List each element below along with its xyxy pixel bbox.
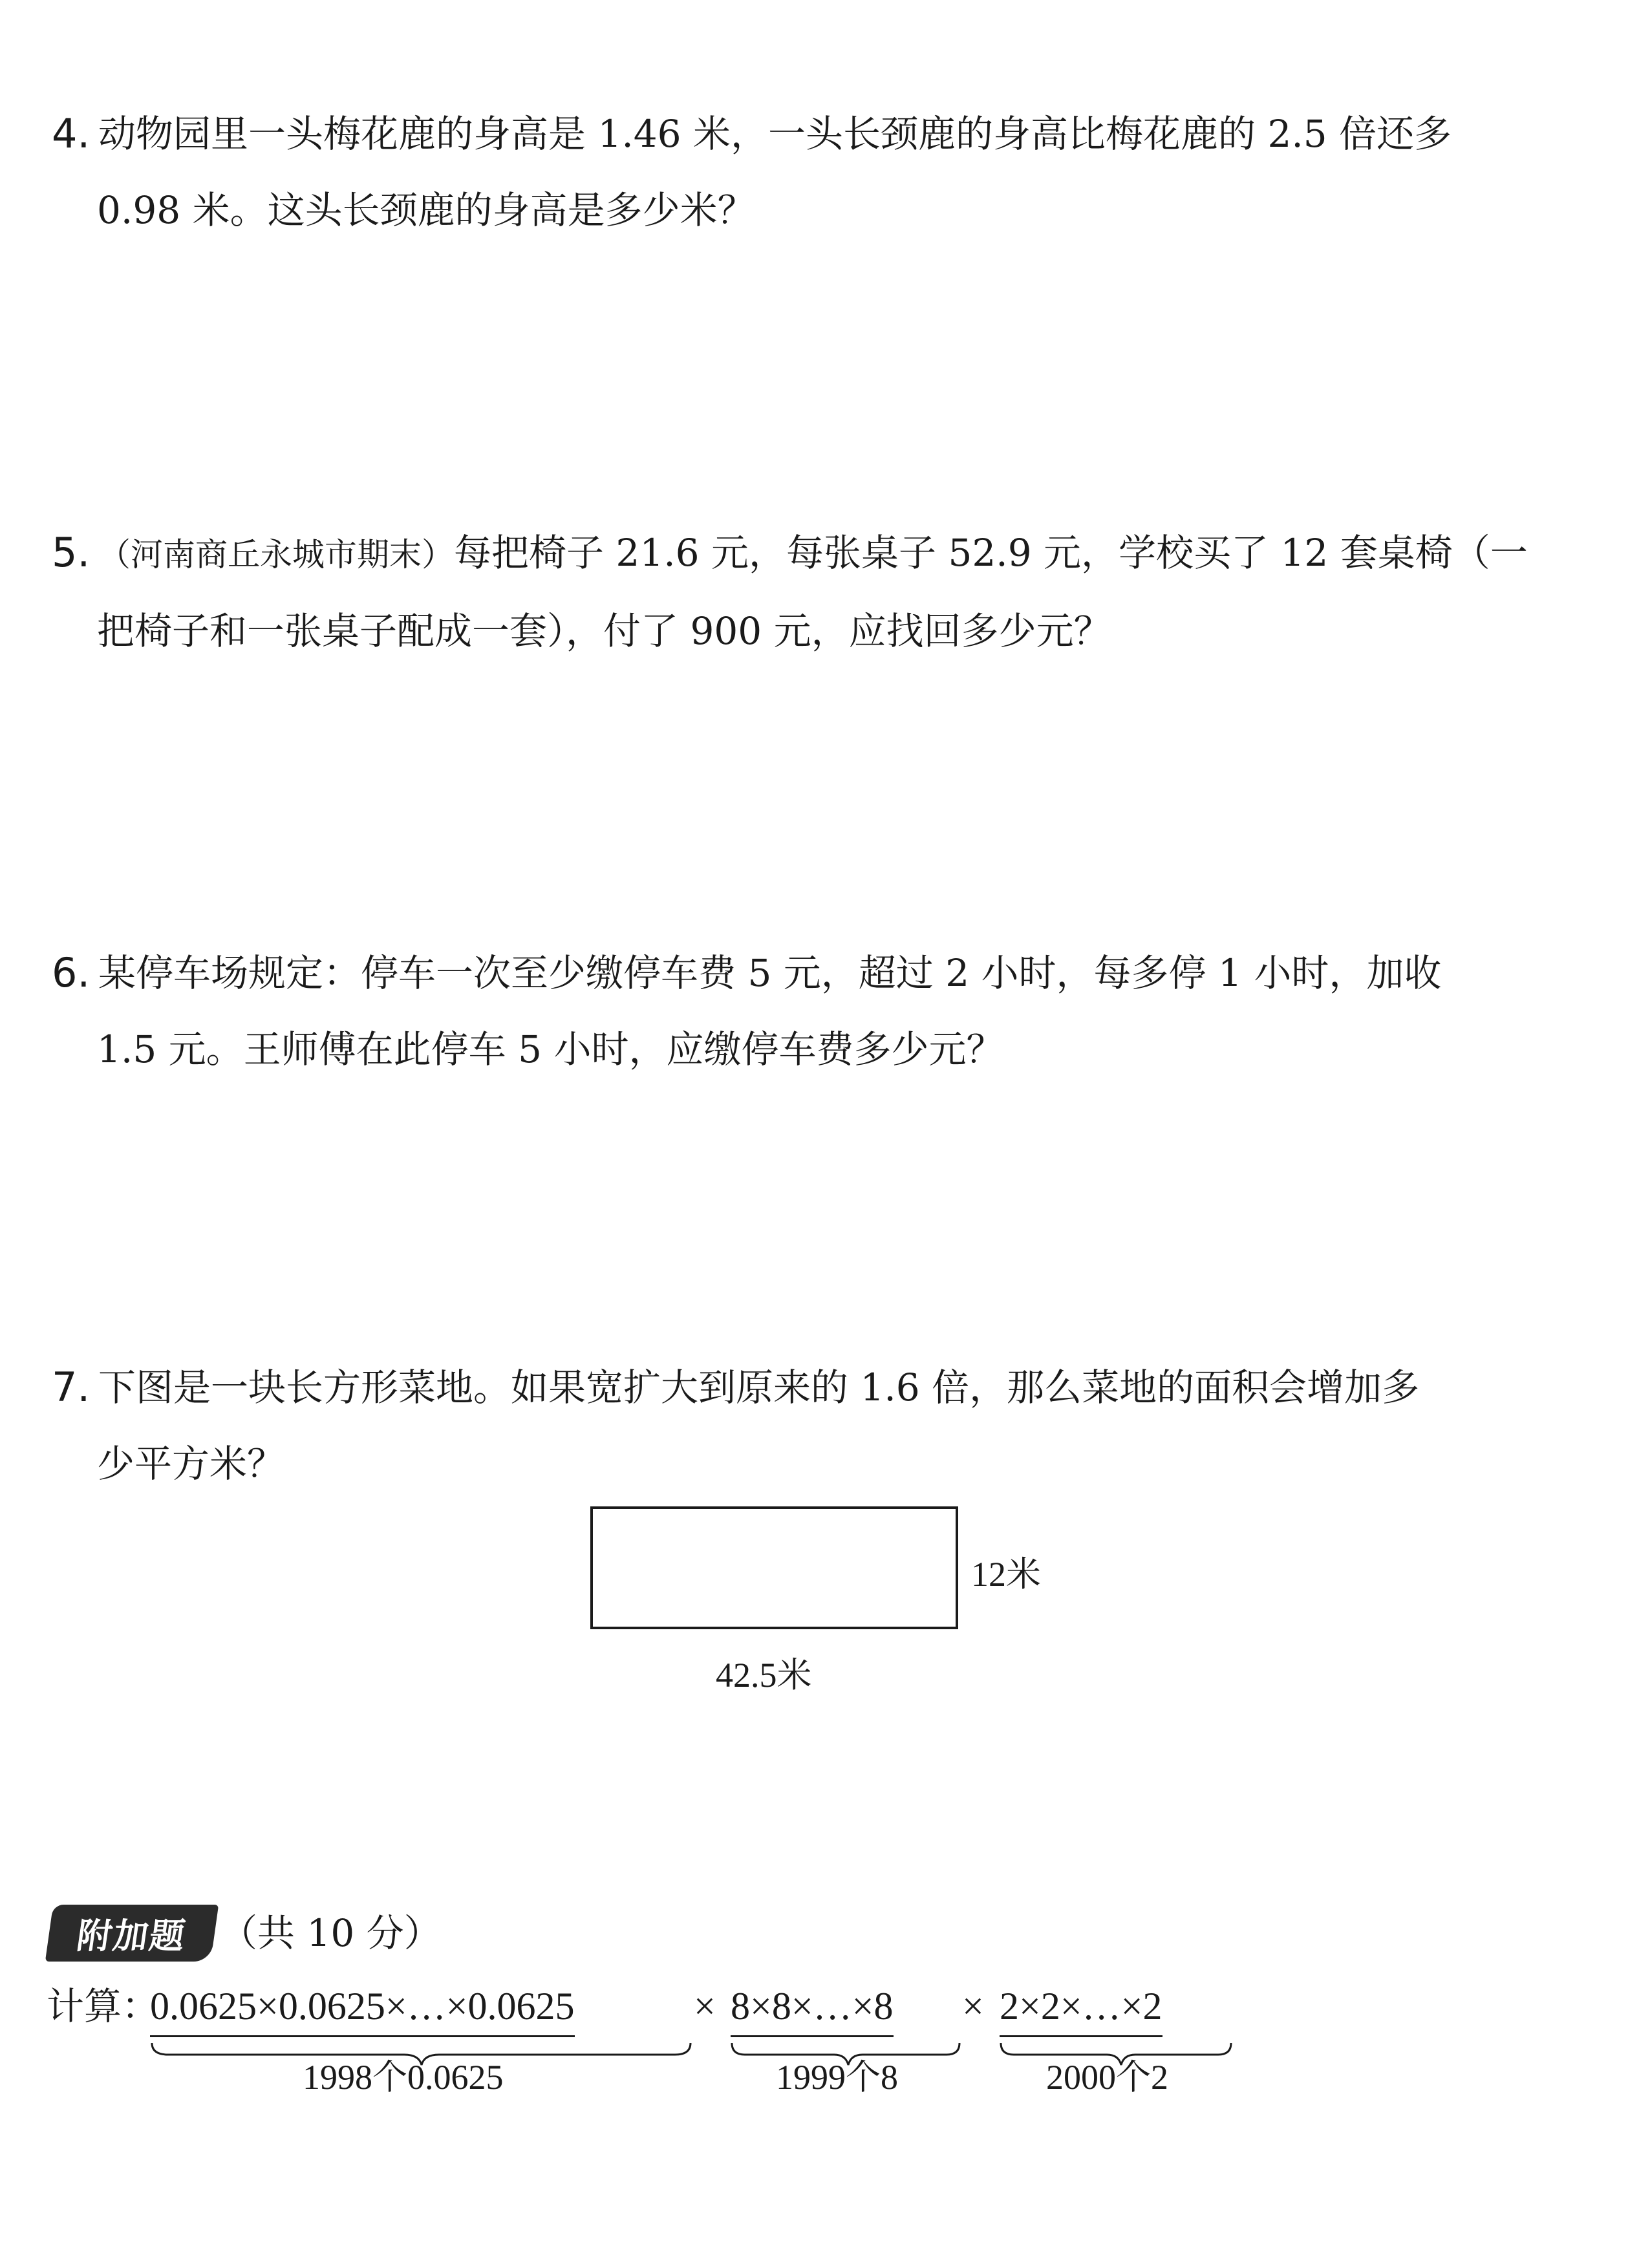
- question-text-line: 少平方米？: [97, 1442, 285, 1486]
- factor-group-0625: 0.0625×0.0625×…×0.0625: [150, 1977, 575, 2037]
- question-source: （河南商丘永城市期末）: [98, 536, 454, 573]
- question-text-line: 1.5 元。王师傅在此停车 5 小时，应缴停车费多少元？: [97, 1027, 1004, 1071]
- question-number: 7.: [52, 1364, 91, 1411]
- question-text-line: 某停车场规定：停车一次至少缴停车费 5 元，超过 2 小时，每多停 1 小时，加收: [98, 951, 1442, 995]
- width-label: 12米: [971, 1555, 1041, 1594]
- bonus-score-note: （共 10 分）: [220, 1911, 442, 1955]
- question-text-line: 0.98 米。这头长颈鹿的身高是多少米？: [97, 188, 755, 232]
- factor-group-8: 8×8×…×8: [731, 1977, 894, 2037]
- question-text-line: 动物园里一头梅花鹿的身高是 1.46 米，一头长颈鹿的身高比梅花鹿的 2.5 倍还多: [98, 112, 1452, 156]
- plot-rectangle: [592, 1508, 957, 1628]
- bonus-badge: 附加题: [45, 1905, 219, 1962]
- length-label: 42.5米: [716, 1656, 812, 1695]
- brace-label-2: 2000个2: [1046, 2058, 1168, 2097]
- question-number: 6.: [52, 949, 91, 996]
- question-text-line: 下图是一块长方形菜地。如果宽扩大到原来的 1.6 倍，那么菜地的面积会增加多: [98, 1365, 1420, 1409]
- brace-label-8: 1999个8: [776, 2058, 898, 2097]
- calc-label: 计算：: [47, 1984, 160, 2028]
- factor-group-2: 2×2×…×2: [1000, 1977, 1162, 2037]
- brace-label-0625: 1998个0.0625: [303, 2058, 504, 2097]
- question-number: 5.: [52, 529, 91, 576]
- question-number: 4.: [52, 110, 91, 157]
- question-text: 每把椅子 21.6 元，每张桌子 52.9 元，学校买了 12 套桌椅（一: [454, 531, 1528, 575]
- times-sign: ×: [694, 1985, 716, 2027]
- question-text-line: 把椅子和一张桌子配成一套），付了 900 元，应找回多少元？: [97, 609, 1111, 653]
- times-sign: ×: [962, 1985, 984, 2027]
